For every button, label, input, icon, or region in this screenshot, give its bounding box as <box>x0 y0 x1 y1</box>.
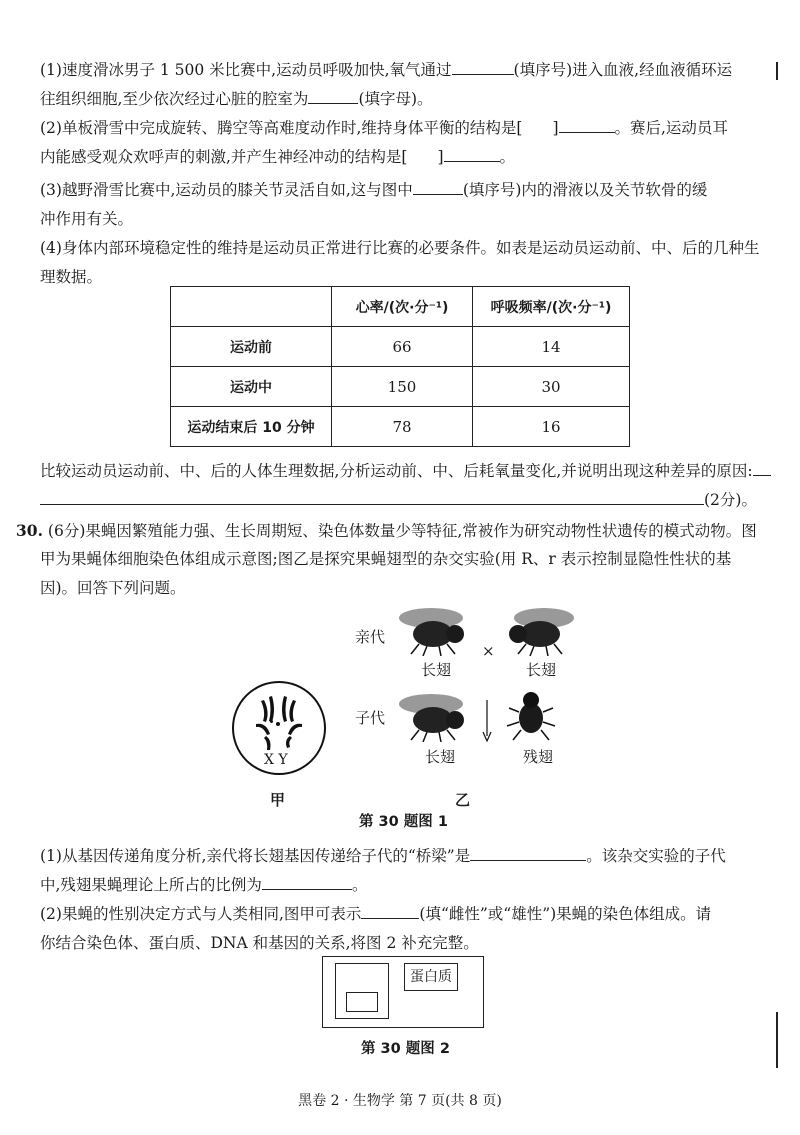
table-cell: 150 <box>332 367 473 407</box>
q29-part1-text2: 往组织细胞,至少依次经过心脏的腔室为 <box>40 90 309 108</box>
table-cell: 30 <box>473 367 630 407</box>
figure-1-caption: 第 30 题图 1 <box>359 814 448 830</box>
table-header-empty <box>171 287 332 327</box>
q29-part3-text2: 冲作用有关。 <box>40 210 134 228</box>
table-cell: 14 <box>473 327 630 367</box>
table-row <box>171 407 630 447</box>
question-number: 30. <box>16 521 43 540</box>
parent-right-label: 长翅 <box>526 661 557 679</box>
q30-part1-text2: 中,残翅果蝇理论上所占的比例为 <box>40 876 262 894</box>
table-row-label: 运动结束后 10 分钟 <box>171 407 332 447</box>
bracket-close: ] <box>552 119 559 137</box>
xy-label: X Y <box>264 752 288 768</box>
q29-part1-line2 <box>40 85 762 114</box>
panel-label-jia: 甲 <box>270 791 286 809</box>
child-right-label: 残翅 <box>523 748 554 766</box>
q29-part2-line2 <box>40 143 762 172</box>
q30-intro-line3 <box>40 574 762 603</box>
q29-part2-text2: 内能感受观众欢呼声的刺激,并产生神经冲动的结构是[ <box>40 148 408 166</box>
q29-part1-line1 <box>40 56 762 85</box>
table-row <box>171 327 630 367</box>
parent-left-label: 长翅 <box>421 661 452 679</box>
q29-part5-line2 <box>40 486 762 515</box>
q29-part4-text: (4)身体内部环境稳定性的维持是运动员正常进行比赛的必要条件。如表是运动员运动前、中、后的几种生 <box>40 239 760 257</box>
q29-part4-line1 <box>40 234 762 263</box>
parent-label: 亲代 <box>355 628 386 646</box>
panel-label-yi: 乙 <box>455 791 471 809</box>
table-cell: 16 <box>473 407 630 447</box>
q30-part1-line2 <box>40 871 762 900</box>
table-header-row <box>171 287 630 327</box>
margin-rule-top <box>776 62 778 80</box>
table-row <box>171 367 630 407</box>
table-cell: 66 <box>332 327 473 367</box>
answer-blank[interactable] <box>361 900 419 919</box>
figure-2-protein-box <box>404 963 458 991</box>
answer-blank[interactable] <box>753 457 771 476</box>
fly-vestigial-wing-icon <box>503 686 559 742</box>
q30-intro-text2: 甲为果蝇体细胞染色体组成示意图;图乙是探究果蝇翅型的杂交实验(用 R、r 表示控制显隐性性状的基 <box>40 550 732 568</box>
q29-part1-tail: (填序号)进入血液,经血液循环运 <box>513 61 733 79</box>
q30-intro-line2 <box>40 545 762 574</box>
fly-long-wing-icon <box>500 604 580 656</box>
q29-part3-line2 <box>40 205 762 234</box>
q29-part4-text2: 理数据。 <box>40 268 103 286</box>
q29-part2-text: (2)单板滑雪中完成旋转、腾空等高难度动作时,维持身体平衡的结构是[ <box>40 119 523 137</box>
answer-blank[interactable] <box>413 176 463 195</box>
q30-intro-text3: 因)。回答下列问题。 <box>40 579 186 597</box>
fly-long-wing-icon <box>393 690 473 742</box>
table-header-breath-rate: 呼吸频率/(次·分⁻¹) <box>473 287 630 327</box>
q29-part1-tail2: (填字母)。 <box>358 90 433 108</box>
margin-rule-bottom <box>776 1012 778 1068</box>
answer-blank[interactable] <box>470 842 586 861</box>
table-header-heart-rate: 心率/(次·分⁻¹) <box>332 287 473 327</box>
answer-blank[interactable] <box>452 56 514 75</box>
q29-part5-line1 <box>40 457 762 486</box>
fly-long-wing-icon <box>393 604 473 656</box>
table-row-label: 运动中 <box>171 367 332 407</box>
page-footer: 黑卷 2 · 生物学 第 7 页(共 8 页) <box>298 1093 502 1109</box>
q29-part3-tail: (填序号)内的滑液以及关节软骨的缓 <box>462 181 708 199</box>
bracket-close: ] <box>437 148 444 166</box>
down-arrow-icon <box>482 700 492 742</box>
q30-part2-tail: (填“雌性”或“雄性”)果蝇的染色体组成。请 <box>419 905 712 923</box>
q29-part2-tail: 。赛后,运动员耳 <box>614 119 728 137</box>
q30-part1-tail2: 。 <box>351 876 368 894</box>
protein-label: 蛋白质 <box>410 969 452 985</box>
child-left-label: 长翅 <box>425 748 456 766</box>
q30-part2-line1 <box>40 900 762 929</box>
cross-symbol: × <box>482 642 495 660</box>
offspring-label: 子代 <box>355 709 386 727</box>
q30-intro-line1 <box>16 516 762 546</box>
q29-part3-text: (3)越野滑雪比赛中,运动员的膝关节灵活自如,这与图中 <box>40 181 413 199</box>
figure-2-caption: 第 30 题图 2 <box>361 1041 450 1057</box>
q30-part1-tail: 。该杂交实验的子代 <box>586 847 726 865</box>
figure-2-box-small[interactable] <box>346 992 378 1012</box>
q29-part3-line1 <box>40 176 762 205</box>
q29-part5-tail: (2分)。 <box>704 491 757 509</box>
physiology-table <box>170 286 630 447</box>
q30-part2-text: (2)果蝇的性别决定方式与人类相同,图甲可表示 <box>40 905 362 923</box>
q29-part5-text: 比较运动员运动前、中、后的人体生理数据,分析运动前、中、后耗氧量变化,并说明出现这种差异的原因: <box>40 462 753 480</box>
q29-part1-text: (1)速度滑冰男子 1 500 米比赛中,运动员呼吸加快,氧气通过 <box>40 61 452 79</box>
answer-blank[interactable] <box>559 114 615 133</box>
table-cell: 78 <box>332 407 473 447</box>
answer-blank[interactable] <box>444 143 500 162</box>
answer-blank[interactable] <box>262 871 352 890</box>
table-row-label: 运动前 <box>171 327 332 367</box>
q30-part2-line2 <box>40 929 762 958</box>
q30-part1-text: (1)从基因传递角度分析,亲代将长翅基因传递给子代的“桥梁”是 <box>40 847 471 865</box>
q30-part2-text2: 你结合染色体、蛋白质、DNA 和基因的关系,将图 2 补充完整。 <box>40 934 479 952</box>
q30-intro-text: (6分)果蝇因繁殖能力强、生长周期短、染色体数量少等特征,常被作为研究动物性状遗传的模式动物。图 <box>47 522 757 540</box>
answer-blank[interactable] <box>308 85 358 104</box>
q30-part1-line1 <box>40 842 762 871</box>
q29-part2-line1 <box>40 114 762 143</box>
answer-line[interactable] <box>40 486 704 505</box>
q29-part2-tail2: 。 <box>499 148 516 166</box>
